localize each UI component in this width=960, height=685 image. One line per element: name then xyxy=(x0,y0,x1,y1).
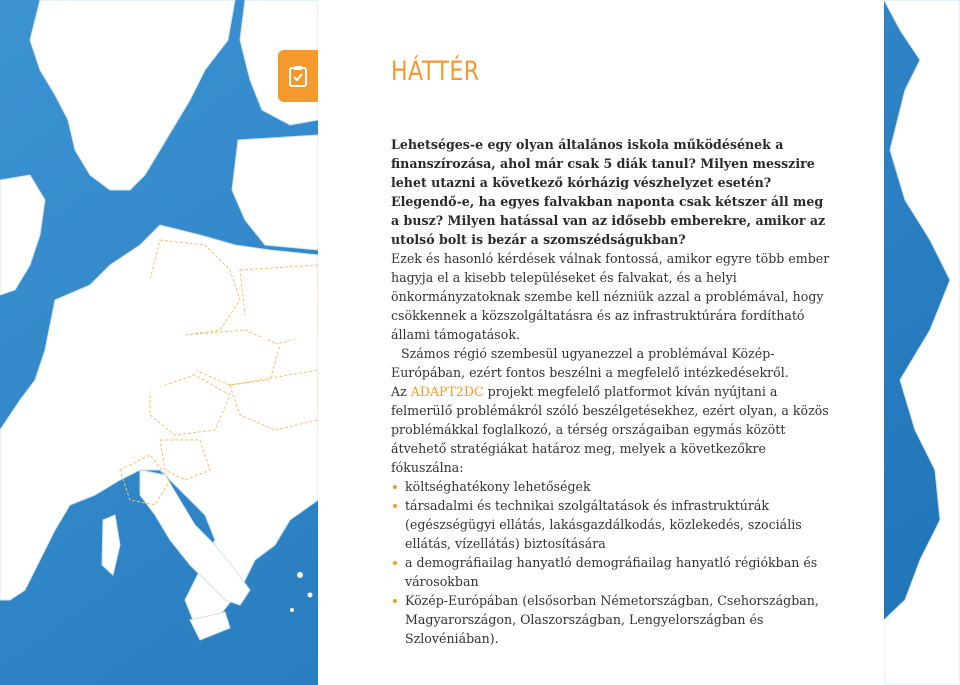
paragraph-context: Ezek és hasonló kérdések válnak fontossá, amikor egyre több ember hagyja el a kisebb településeket és falvakat, és a helyi önkormányzatoknak szembe kell nézniük azzal a problémával, hogy csökkennek a közszolgáltatásra és az infrastruktúrára fordítható állami támogatások. xyxy=(391,251,830,342)
list-item: a demográfiailag hanyatló demográfiailag hanyatló régiókban és városokban xyxy=(391,553,831,591)
paragraph-project xyxy=(391,382,831,477)
clipboard-check-icon xyxy=(288,65,308,87)
main-content xyxy=(391,135,831,648)
page-title: HÁTTÉR xyxy=(391,56,480,87)
project-name: ADAPT2DC xyxy=(410,384,484,399)
island xyxy=(290,608,294,612)
island xyxy=(308,593,313,598)
section-badge xyxy=(278,50,318,102)
list-item: költséghatékony lehetőségek xyxy=(391,477,831,496)
island xyxy=(297,572,303,578)
lead-questions: Lehetséges-e egy olyan általános iskola működésének a finanszírozása, ahol már csak 5 diák tanul? Milyen messzire lehet utazni a következő kórházig vészhelyzet esetén? Elegendő-e, ha egyes falvakban naponta csak kétszer áll meg a busz? Milyen hatással van az idősebb emberekre, amikor az utolsó bolt is bezár a szomszédságukban? xyxy=(391,137,826,247)
list-item: Közép-Európában (elsősorban Németországban, Csehországban, Magyarországon, Olaszországban, Lengyelországban és Szlovéniában). xyxy=(391,591,831,648)
list-item: társadalmi és technikai szolgáltatások és infrastruktúrák (egészségügyi ellátás, lakásgazdálkodás, közlekedés, szociális ellátás, vízellátás) biztosítására xyxy=(391,496,831,553)
project-intro-suffix: projekt megfelelő platformot kíván nyújtani a felmerülő problémákról szóló beszélgetésekhez, ezért olyan, a közös problémákkal foglalkozó, a térség országaiban egymás között átvehető stratégiákat határoz meg, melyek a következőkre fókuszálna: xyxy=(391,384,829,475)
focus-list xyxy=(391,477,831,648)
paragraph-regions: Számos régió szembesül ugyanezzel a problémával Közép-Európában, ezért fontos beszélni a megfelelő intézkedésekről. xyxy=(391,346,789,380)
project-intro-prefix: Az xyxy=(391,384,407,399)
